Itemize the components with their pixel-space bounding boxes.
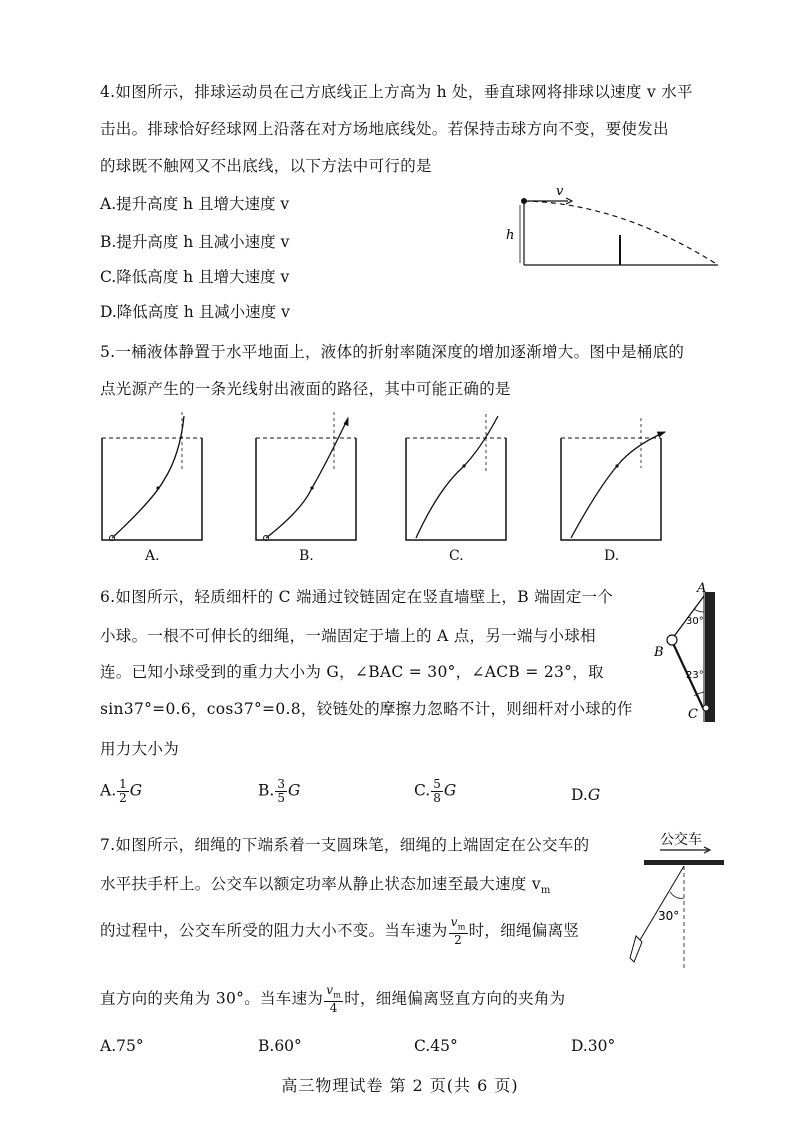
q6-option-a-prefix: A. [100, 781, 117, 800]
q6-fig-b-label: B [654, 645, 664, 660]
q7-line-2-sub: m [540, 885, 551, 897]
q5-line-1: 5.一桶液体静置于水平地面上，液体的折射率随深度的增加逐渐增大。图中是桶底的 [100, 343, 685, 361]
q7-option-c: C.45° [414, 1037, 458, 1055]
q5-figure-c [402, 410, 512, 545]
q7-fig-angle: 30° [658, 909, 680, 923]
q6-line-2: 小球。一根不可伸长的细绳，一端固定于墙上的 A 点，另一端与小球相 [100, 627, 596, 645]
q6-option-c [414, 778, 456, 805]
q6-line-3: 连。已知小球受到的重力大小为 G，∠BAC = 30°，∠ACB = 23°，取 [100, 663, 604, 681]
q7-line-3 [100, 916, 579, 947]
q7-line-1: 7.如图所示，细绳的下端系着一支圆珠笔，细绳的上端固定在公交车的 [100, 836, 590, 854]
q4-option-a: A.提升高度 h 且增大速度 v [100, 195, 290, 213]
q6-option-c-suffix: G [443, 781, 457, 800]
q5-line-2: 点光源产生的一条光线射出液面的路径，其中可能正确的是 [100, 380, 511, 398]
q7-line-2-text: 水平扶手杆上。公交车以额定功率从静止状态加速至最大速度 v [100, 875, 541, 893]
q7-line-4-post: 时，细绳偏离竖直方向的夹角为 [344, 989, 566, 1008]
q5-label-c: C. [449, 548, 464, 564]
q5-label-b: B. [299, 548, 314, 564]
q7-line-4-pre: 直方向的夹角为 30°。当车速为 [100, 989, 324, 1008]
q6-fig-c-label: C [688, 707, 698, 722]
q6-option-d-prefix: D. [571, 786, 588, 804]
q6-line-5: 用力大小为 [100, 740, 180, 758]
q6-option-a-num: 1 [119, 777, 127, 791]
q4-line-3: 的球既不触网又不出底线，以下方法中可行的是 [100, 157, 432, 175]
q6-option-d-text: G [587, 786, 601, 804]
q4-volleyball-figure [500, 185, 730, 275]
q5-figure-a [98, 410, 208, 545]
q6-fig-angle-30: 30° [686, 616, 704, 627]
q6-option-b-prefix: B. [258, 781, 275, 800]
q7-option-a: A.75° [100, 1037, 144, 1055]
page-footer: 高三物理试卷 第 2 页(共 6 页) [281, 1076, 519, 1095]
q5-label-d: D. [604, 548, 620, 564]
q4-fig-v-label: v [556, 184, 564, 199]
q7-line-4-frac-den: 4 [329, 1001, 338, 1016]
q6-option-b [258, 778, 300, 805]
q7-line-3-pre: 的过程中，公交车所受的阻力大小不变。当车速为 [100, 921, 448, 940]
q7-line-3-frac-den: 2 [454, 933, 463, 948]
q7-line-4-frac-sub: m [333, 990, 342, 1000]
q7-line-3-frac-sub: m [457, 922, 466, 932]
q4-option-c: C.降低高度 h 且增大速度 v [100, 268, 290, 286]
q6-option-b-den: 5 [277, 791, 285, 805]
q7-line-4-frac-num: v [326, 983, 334, 997]
q7-option-b: B.60° [258, 1037, 302, 1055]
q4-line-2: 击出。排球恰好经球网上沿落在对方场地底线处。若保持击球方向不变，要使发出 [100, 120, 669, 138]
q5-label-a: A. [145, 548, 160, 564]
q7-line-2 [100, 872, 551, 896]
q6-option-c-prefix: C. [414, 781, 431, 800]
q7-bus-figure [620, 828, 730, 978]
q6-option-a-suffix: G [129, 781, 143, 800]
q6-rod-figure [650, 582, 730, 727]
q7-fig-title: 公交车 [660, 832, 702, 848]
q6-option-d [571, 786, 600, 804]
q4-option-d: D.降低高度 h 且减小速度 v [100, 303, 290, 321]
q7-line-4 [100, 984, 565, 1015]
q4-fig-h-label: h [506, 228, 515, 243]
q6-option-c-den: 8 [433, 791, 441, 805]
q5-figure-d [557, 410, 672, 545]
q7-option-d: D.30° [571, 1037, 616, 1055]
q6-option-b-suffix: G [287, 781, 301, 800]
q7-line-3-frac-num: v [450, 915, 458, 929]
q4-line-1: 4.如图所示，排球运动员在己方底线正上方高为 h 处，垂直球网将排球以速度 v 水平 [100, 83, 693, 101]
q6-option-a [100, 778, 142, 805]
q7-line-3-post: 时，细绳偏离竖 [468, 921, 580, 940]
q5-figure-b [252, 410, 362, 545]
q6-fig-a-label: A [697, 581, 707, 596]
q6-option-c-num: 5 [433, 777, 441, 791]
q6-fig-angle-23: 23° [686, 670, 704, 681]
q6-line-1: 6.如图所示，轻质细杆的 C 端通过铰链固定在竖直墙壁上，B 端固定一个 [100, 588, 614, 606]
q4-option-b: B.提升高度 h 且减小速度 v [100, 233, 290, 251]
q6-line-4: sin37°=0.6，cos37°=0.8，铰链处的摩擦力忽略不计，则细杆对小球的作 [100, 700, 633, 718]
q6-option-b-num: 3 [277, 777, 285, 791]
q6-option-a-den: 2 [119, 791, 127, 805]
